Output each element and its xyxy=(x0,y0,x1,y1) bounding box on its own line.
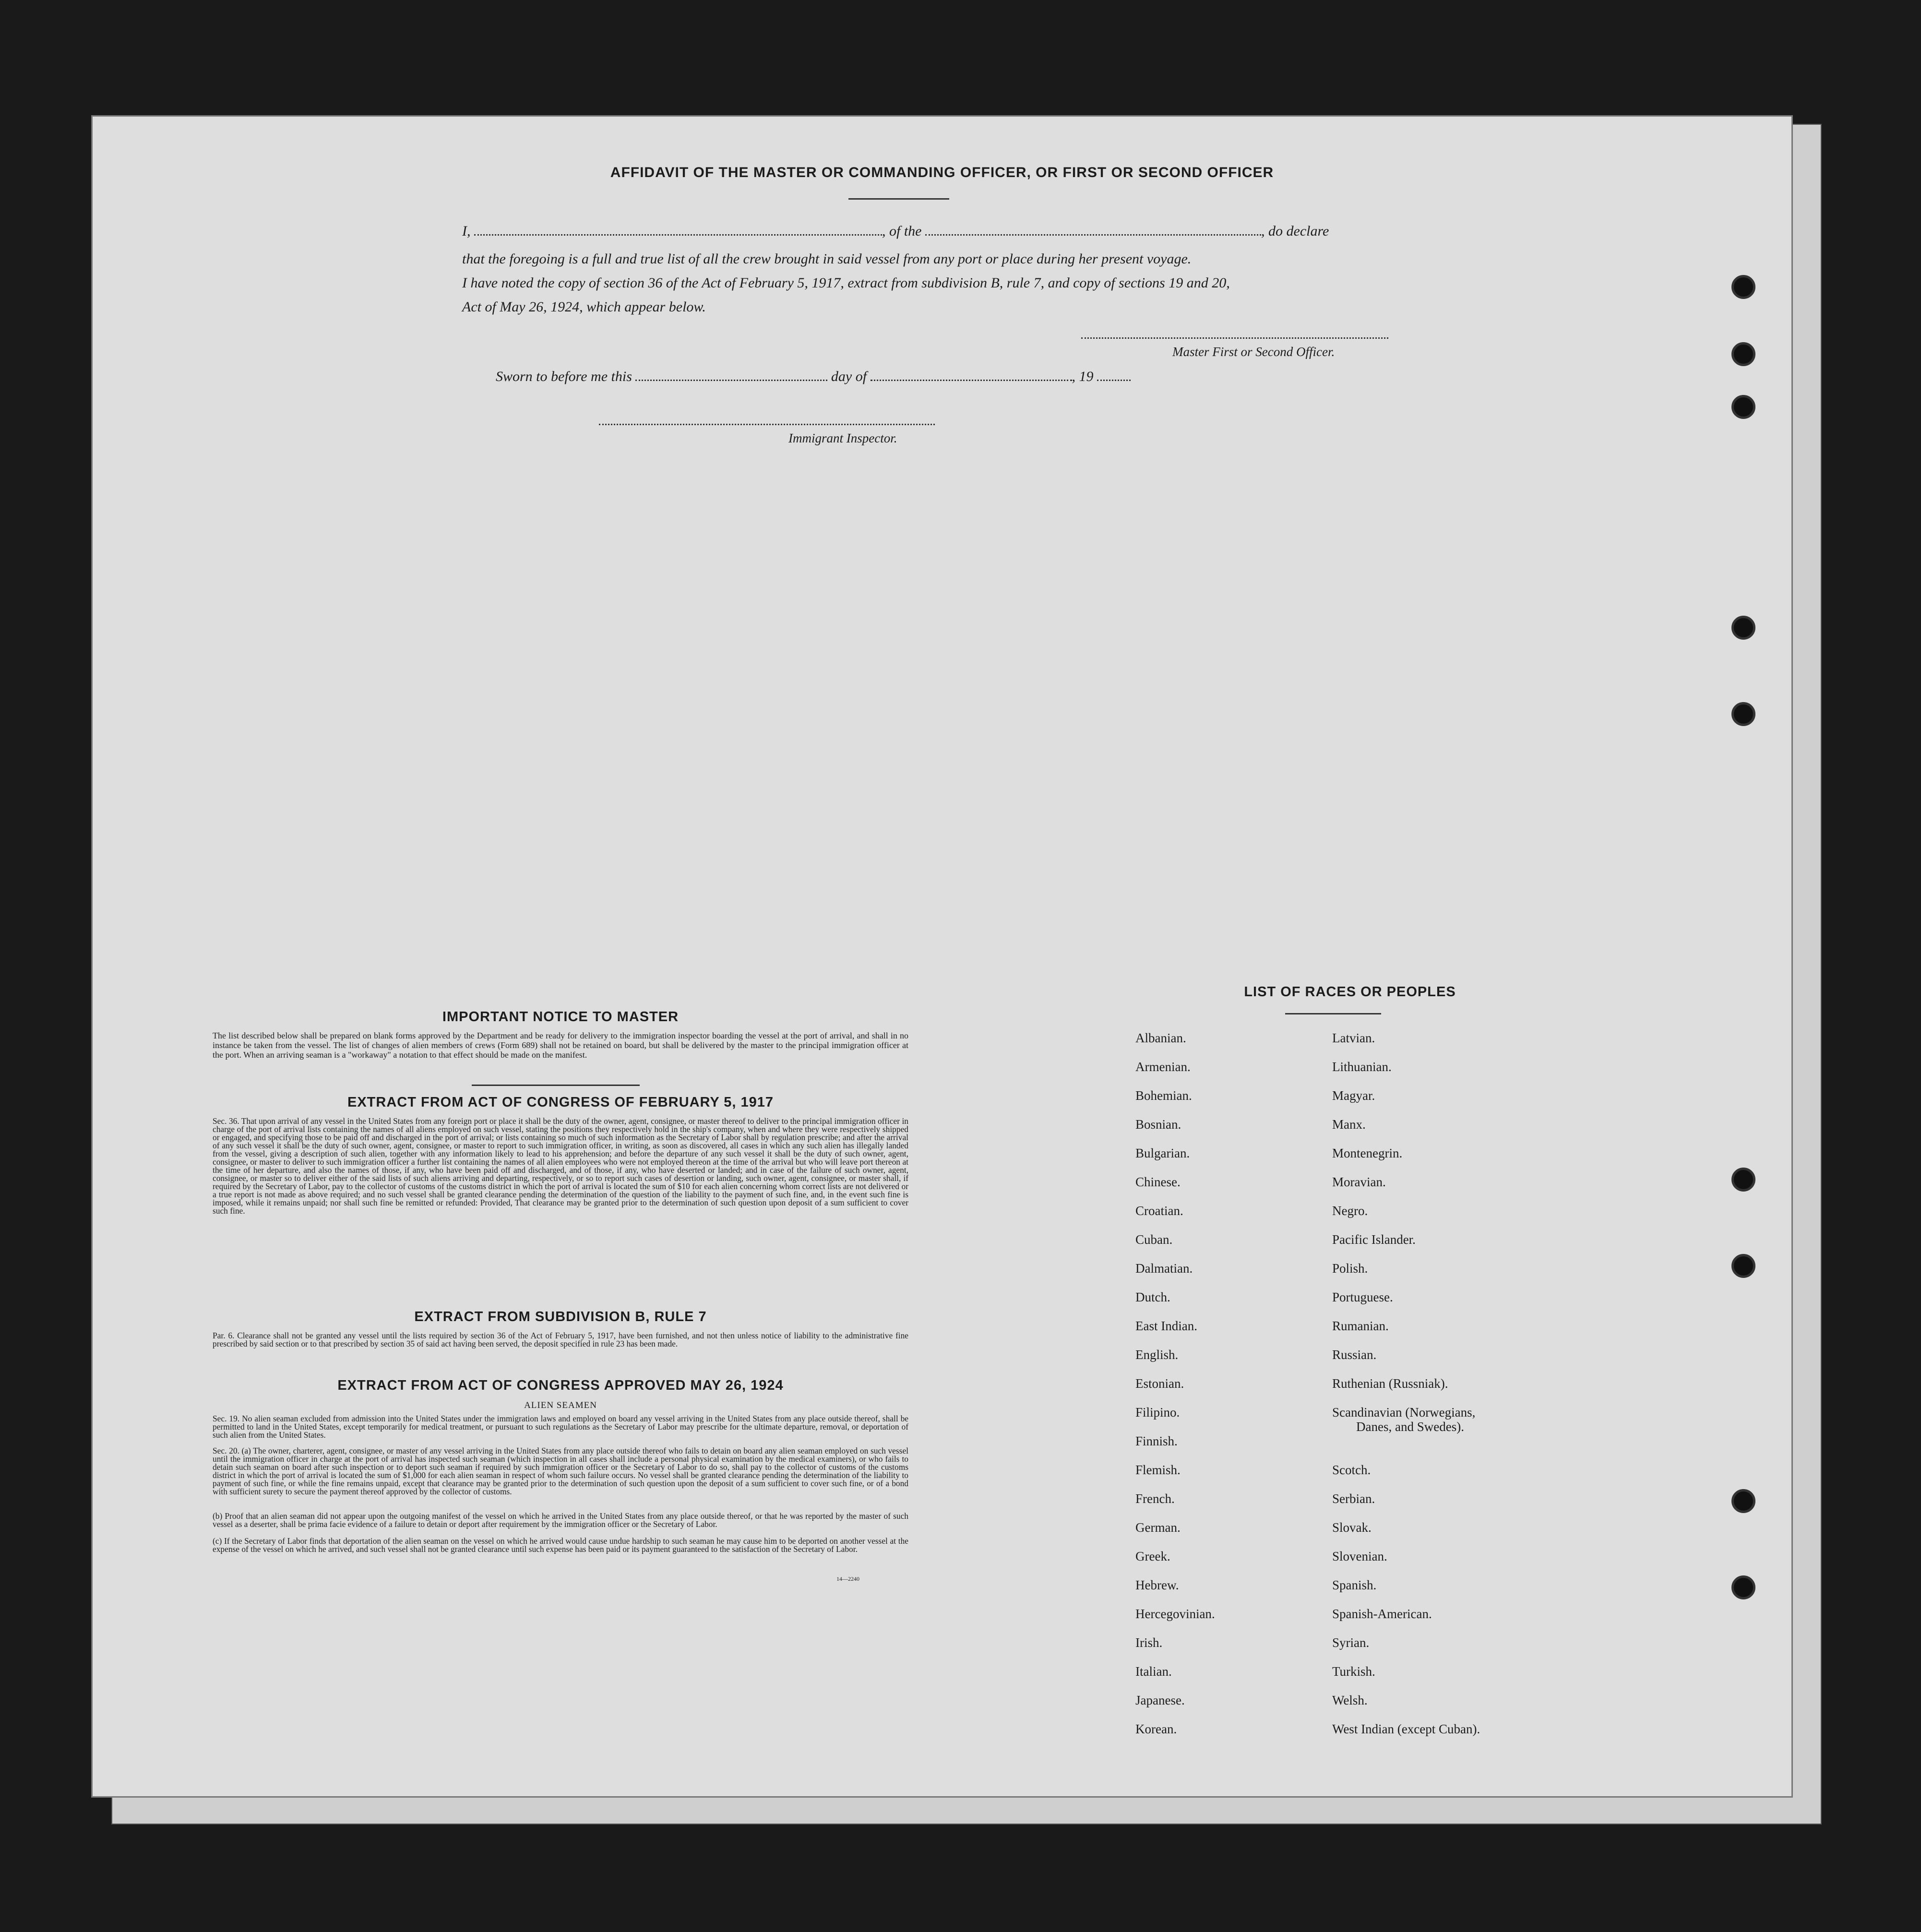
race-item: Italian. xyxy=(1135,1664,1172,1679)
extract-1924-subtitle: ALIEN SEAMEN xyxy=(524,1400,597,1410)
race-item: Korean. xyxy=(1135,1722,1177,1736)
race-item: Chinese. xyxy=(1135,1175,1181,1189)
races-right-column xyxy=(1332,1031,1480,1751)
race-item: Dutch. xyxy=(1135,1290,1170,1304)
race-item: Japanese. xyxy=(1135,1693,1185,1707)
race-item: Irish. xyxy=(1135,1635,1163,1650)
of-the-label: , of the xyxy=(882,223,922,239)
race-item: Spanish-American. xyxy=(1332,1607,1432,1621)
document-page xyxy=(91,115,1793,1798)
year-label: , 19 xyxy=(1072,369,1094,384)
race-item: Croatian. xyxy=(1135,1204,1183,1218)
race-item: Magyar. xyxy=(1332,1088,1375,1103)
race-item: Rumanian. xyxy=(1332,1319,1389,1333)
race-item: Polish. xyxy=(1332,1261,1368,1276)
race-item: Scotch. xyxy=(1332,1463,1371,1477)
affidavit-title: AFFIDAVIT OF THE MASTER OR COMMANDING OFFICER, OR FIRST OR SECOND OFFICER xyxy=(610,165,1274,180)
section-20c-text: (c) If the Secretary of Labor finds that deportation of the alien seaman on the vessel on which he arrived would cause undue hardship to such seaman he may cause him to be deported on another vessel at the expense of the vessel on which he arrived, and such vessel shall not be granted clearance until such expense has been paid or its payment guaranteed to the satisfaction of the Secretary of Labor. xyxy=(213,1536,908,1554)
notice-title: IMPORTANT NOTICE TO MASTER xyxy=(442,1009,679,1025)
race-item: Finnish. xyxy=(1135,1434,1178,1448)
race-item: Negro. xyxy=(1332,1204,1368,1218)
notice-text: The list described below shall be prepared on blank forms approved by the Department and be ready for delivery to the immigration inspector boarding the vessel at the port of arrival, and shall in no instance be taken from the vessel. The list of changes of alien members of crews (Form 689) shall not be retained on board, but shall be delivered by the master to the principal immigration officer at the port. When an arriving seaman is a "workaway" a notation to that effect should be made on the manifest. xyxy=(213,1031,908,1060)
divider xyxy=(472,1085,640,1086)
race-item: Dalmatian. xyxy=(1135,1261,1193,1276)
race-item: Armenian. xyxy=(1135,1060,1191,1074)
race-item: Welsh. xyxy=(1332,1693,1368,1707)
rule-7-title: EXTRACT FROM SUBDIVISION B, RULE 7 xyxy=(414,1309,707,1324)
section-20a-text: Sec. 20. (a) The owner, charterer, agent, consignee, or master of any vessel arriving in the United States from any place outside thereof who fails to detain on board any alien seaman employed on such vessel until the immigration officer in charge at the port of arrival has inspected such seaman (which inspection in all cases shall include a personal physical examination by the medical examiners), or who fails to detain such seaman on board after such inspection or to deport such seaman if required by such immigration officer or the Secretary of Labor to do so, shall pay to the collector of customs of the customs district in which the port of arrival is located the sum of $1,000 for each alien seaman in respect of whom such failure occurs. No vessel shall be granted clearance pending the determination of the liability to payment of such fine, or while the fine remains unpaid, except that clearance may be granted prior to the determination of such question upon the deposit of a sum sufficient to cover such fine, or of a bond with sufficient surety to secure the payment thereof approved by the collector of customs. xyxy=(213,1446,908,1496)
race-item: West Indian (except Cuban). xyxy=(1332,1722,1480,1736)
race-item: Latvian. xyxy=(1332,1031,1375,1045)
race-item: French. xyxy=(1135,1491,1175,1506)
binder-hole-icon xyxy=(1731,1168,1755,1192)
race-item: Serbian. xyxy=(1332,1491,1375,1506)
race-item: Ruthenian (Russniak). xyxy=(1332,1376,1448,1391)
race-item: Greek. xyxy=(1135,1549,1170,1563)
sworn-year-field[interactable] xyxy=(1097,371,1131,381)
race-item: Bulgarian. xyxy=(1135,1146,1190,1160)
races-left-column xyxy=(1135,1031,1215,1751)
race-item: Montenegrin. xyxy=(1332,1146,1403,1160)
i-label: I, xyxy=(462,223,471,239)
race-item: Syrian. xyxy=(1332,1635,1370,1650)
race-item: Hebrew. xyxy=(1135,1578,1179,1592)
declaration-line xyxy=(462,223,1329,239)
binder-hole-icon xyxy=(1731,702,1755,726)
race-item: Bosnian. xyxy=(1135,1117,1181,1132)
inspector-label: Immigrant Inspector. xyxy=(788,431,897,445)
race-item: East Indian. xyxy=(1135,1319,1197,1333)
sworn-month-field[interactable] xyxy=(871,371,1072,381)
do-declare-label: , do declare xyxy=(1261,223,1329,239)
race-item: Bohemian. xyxy=(1135,1088,1192,1103)
divider xyxy=(848,198,949,200)
declaration-text-3: I have noted the copy of section 36 of the Act of February 5, 1917, extract from subdivision B, rule 7, and copy of sections 19 and 20, xyxy=(462,275,1230,291)
race-item: German. xyxy=(1135,1520,1181,1535)
sworn-line xyxy=(496,369,1131,385)
race-item: Flemish. xyxy=(1135,1463,1181,1477)
sworn-day-field[interactable] xyxy=(635,371,827,381)
race-item: Estonian. xyxy=(1135,1376,1184,1391)
binder-hole-icon xyxy=(1731,616,1755,640)
section-20b-text: (b) Proof that an alien seaman did not appear upon the outgoing manifest of the vessel on which he arrived in the United States from any place outside thereof, or that he was reported by the master of such vessel as a deserter, shall be prima facie evidence of a failure to detain or deport after requirement by the immigration officer or the Secretary of Labor. xyxy=(213,1511,908,1529)
vessel-field[interactable] xyxy=(925,226,1261,236)
day-of-label: day of xyxy=(831,369,867,384)
master-label: Master First or Second Officer. xyxy=(1172,345,1335,359)
race-item: Danes, and Swedes). xyxy=(1356,1419,1464,1434)
extract-1917-title: EXTRACT FROM ACT OF CONGRESS OF FEBRUARY 5, 1917 xyxy=(347,1095,774,1110)
inspector-signature-line[interactable] xyxy=(599,424,935,425)
race-item: Russian. xyxy=(1332,1348,1377,1362)
binder-hole-icon xyxy=(1731,342,1755,366)
race-item: Turkish. xyxy=(1332,1664,1375,1679)
form-number: 14—2240 xyxy=(836,1575,859,1582)
divider xyxy=(1285,1013,1381,1014)
declaration-text-4: Act of May 26, 1924, which appear below. xyxy=(462,299,706,315)
sworn-label: Sworn to before me this xyxy=(496,369,632,384)
binder-hole-icon xyxy=(1731,1254,1755,1278)
race-item: Pacific Islander. xyxy=(1332,1232,1416,1247)
race-item: Slovak. xyxy=(1332,1520,1372,1535)
section-19-text: Sec. 19. No alien seaman excluded from admission into the United States under the immigration laws and employed on board any vessel arriving in the United States from any place outside thereof, shall be permitted to land in the United States, except temporarily for medical treatment, or pursuant to such regulations as the Secretary of Labor may prescribe for the ultimate departure, removal, or deportation of such alien from the United States. xyxy=(213,1414,908,1440)
race-item: Cuban. xyxy=(1135,1232,1173,1247)
race-item: Manx. xyxy=(1332,1117,1366,1132)
binder-hole-icon xyxy=(1731,275,1755,299)
race-item: Slovenian. xyxy=(1332,1549,1387,1563)
extract-1924-title: EXTRACT FROM ACT OF CONGRESS APPROVED MAY 26, 1924 xyxy=(337,1378,784,1393)
race-item: Scandinavian (Norwegians, xyxy=(1332,1405,1476,1419)
binder-hole-icon xyxy=(1731,395,1755,419)
binder-hole-icon xyxy=(1731,1575,1755,1599)
race-item: Lithuanian. xyxy=(1332,1060,1392,1074)
race-item: Portuguese. xyxy=(1332,1290,1393,1304)
rule-7-text: Par. 6. Clearance shall not be granted any vessel until the lists required by section 36 of the Act of February 5, 1917, have been furnished, and not then unless notice of liability to the administrative fine prescribed by said section or to that prescribed by section 35 of said act having been served, the deposit specified in rule 23 has been made. xyxy=(213,1331,908,1348)
declaration-text-2: that the foregoing is a full and true list of all the crew brought in said vessel from any port or place during her present voyage. xyxy=(462,251,1192,267)
race-item: Moravian. xyxy=(1332,1175,1386,1189)
binder-hole-icon xyxy=(1731,1489,1755,1513)
race-item: Hercegovinian. xyxy=(1135,1607,1215,1621)
race-item: Spanish. xyxy=(1332,1578,1377,1592)
name-field[interactable] xyxy=(474,226,882,236)
race-item: Filipino. xyxy=(1135,1405,1180,1419)
race-item: English. xyxy=(1135,1348,1179,1362)
extract-1917-text: Sec. 36. That upon arrival of any vessel in the United States from any foreign port or place it shall be the duty of the owner, agent, consignee, or master thereof to deliver to the principal immigration officer in charge of the port of arrival lists containing the names of all aliens employed on such vessel, stating the positions they respectively hold in the ship's company, when and where they were respectively shipped or engaged, and specifying those to be paid off and discharged in the port of arrival; or lists containing so much of such information as the Secretary of Labor shall by regulation prescribe; and after the arrival of any such vessel it shall be the duty of such owner, agent, consignee, or master to report to such immigration officer, in writing, as soon as discovered, all cases in which any such alien has illegally landed from the vessel, giving a description of such alien, together with any information likely to lead to his apprehension; and before the departure of any such vessel it shall be the duty of such owner, agent, consignee, or master to deliver to such immigration officer a further list containing the names of all alien employees who were not employed thereon at the time of the arrival but who will leave port thereon at the time of her departure, and also the names of those, if any, who have been paid off and discharged, and of those, if any, who have deserted or landed; and in case of the failure of such owner, agent, consignee, or master so to deliver either of the said lists of such aliens arriving and departing, respectively, or so to report such cases of desertion or landing, such owner, agent, consignee, or master shall, if required by the Secretary of Labor, pay to the collector of customs of the customs district in which the port of arrival is located the sum of $10 for each alien concerning whom correct lists are not delivered or a true report is not made as above required; and no such vessel shall be granted clearance pending the determination of the question of the liability to the payment of such fine, and, in the event such fine is imposed, while it remains unpaid; nor shall such fine be remitted or refunded: Provided, That clearance may be granted prior to the determination of such question upon deposit of a sum sufficient to cover such fine. xyxy=(213,1116,908,1216)
races-title: LIST OF RACES OR PEOPLES xyxy=(1244,984,1456,1000)
master-signature-line[interactable] xyxy=(1081,337,1388,339)
race-item: Albanian. xyxy=(1135,1031,1186,1045)
